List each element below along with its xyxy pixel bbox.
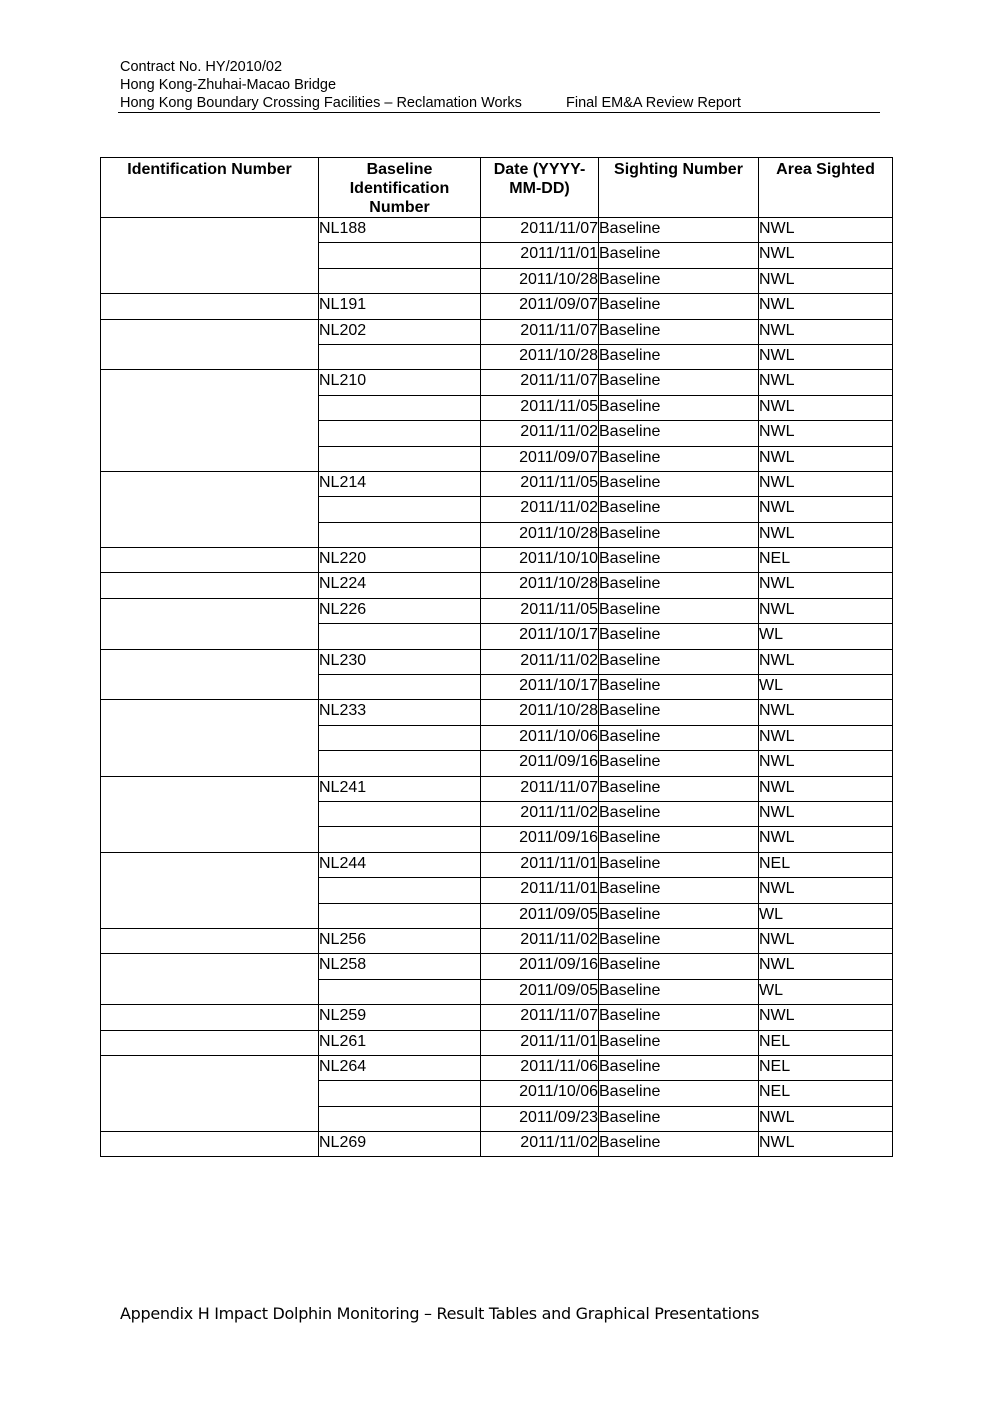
table-row (101, 319, 893, 344)
works-name: Hong Kong Boundary Crossing Facilities – Reclamation Works (120, 95, 522, 111)
table-row (101, 1030, 893, 1055)
sighting-number-cell: Baseline (599, 827, 759, 852)
area-sighted-cell: NWL (759, 1005, 893, 1030)
date-cell: 2011/11/06 (481, 1055, 599, 1080)
date-cell: 2011/11/01 (481, 243, 599, 268)
header-divider (118, 112, 880, 113)
table-row (101, 700, 893, 725)
date-cell: 2011/11/05 (481, 395, 599, 420)
table-row (101, 598, 893, 623)
date-cell: 2011/10/17 (481, 624, 599, 649)
table-row (101, 776, 893, 801)
table-row (101, 471, 893, 496)
date-cell: 2011/11/02 (481, 497, 599, 522)
table-row (101, 1005, 893, 1030)
date-cell: 2011/10/28 (481, 344, 599, 369)
sighting-number-cell: Baseline (599, 319, 759, 344)
sighting-number-cell: Baseline (599, 243, 759, 268)
identification-number-cell (101, 573, 319, 598)
baseline-id-cell: NL258 (319, 954, 481, 979)
baseline-id-cell: NL233 (319, 700, 481, 725)
date-cell: 2011/09/07 (481, 294, 599, 319)
area-sighted-cell: NWL (759, 725, 893, 750)
sighting-number-cell: Baseline (599, 700, 759, 725)
date-cell: 2011/11/02 (481, 649, 599, 674)
report-title: Final EM&A Review Report (566, 95, 741, 111)
sighting-number-cell: Baseline (599, 1081, 759, 1106)
area-sighted-cell: WL (759, 979, 893, 1004)
table-row (101, 548, 893, 573)
baseline-id-cell: NL256 (319, 928, 481, 953)
sighting-number-cell: Baseline (599, 522, 759, 547)
area-sighted-cell: NWL (759, 1132, 893, 1157)
sighting-number-cell: Baseline (599, 675, 759, 700)
area-sighted-cell: NWL (759, 751, 893, 776)
date-cell: 2011/11/02 (481, 421, 599, 446)
area-sighted-cell: NWL (759, 522, 893, 547)
baseline-id-cell (319, 878, 481, 903)
column-header-identification-number: Identification Number (101, 158, 319, 218)
identification-number-cell (101, 218, 319, 294)
sighting-number-cell: Baseline (599, 1132, 759, 1157)
date-cell: 2011/09/23 (481, 1106, 599, 1131)
header-line-3 (120, 94, 880, 112)
baseline-id-cell: NL191 (319, 294, 481, 319)
sighting-number-cell: Baseline (599, 471, 759, 496)
identification-number-cell (101, 1055, 319, 1131)
baseline-id-cell (319, 268, 481, 293)
table-header-row (101, 158, 893, 218)
date-cell: 2011/11/07 (481, 218, 599, 243)
area-sighted-cell: NWL (759, 471, 893, 496)
identification-number-cell (101, 1132, 319, 1157)
baseline-id-cell (319, 675, 481, 700)
date-cell: 2011/10/06 (481, 725, 599, 750)
area-sighted-cell: NEL (759, 1030, 893, 1055)
table-body (101, 218, 893, 1157)
area-sighted-cell: NWL (759, 776, 893, 801)
area-sighted-cell: NWL (759, 446, 893, 471)
identification-number-cell (101, 1005, 319, 1030)
sighting-number-cell: Baseline (599, 573, 759, 598)
baseline-id-cell: NL188 (319, 218, 481, 243)
baseline-id-cell (319, 395, 481, 420)
baseline-id-cell: NL269 (319, 1132, 481, 1157)
table-row (101, 1055, 893, 1080)
baseline-id-cell (319, 624, 481, 649)
baseline-id-cell (319, 903, 481, 928)
sighting-number-cell: Baseline (599, 344, 759, 369)
page-header (120, 58, 880, 112)
baseline-id-cell (319, 801, 481, 826)
date-cell: 2011/11/01 (481, 878, 599, 903)
date-cell: 2011/11/05 (481, 598, 599, 623)
baseline-id-cell: NL202 (319, 319, 481, 344)
area-sighted-cell: NWL (759, 573, 893, 598)
area-sighted-cell: NWL (759, 243, 893, 268)
baseline-id-cell (319, 751, 481, 776)
sighting-table (100, 157, 893, 1157)
area-sighted-cell: NEL (759, 1055, 893, 1080)
date-cell: 2011/10/28 (481, 268, 599, 293)
baseline-id-cell: NL214 (319, 471, 481, 496)
area-sighted-cell: NWL (759, 827, 893, 852)
date-cell: 2011/11/05 (481, 471, 599, 496)
identification-number-cell (101, 548, 319, 573)
column-header-area-sighted: Area Sighted (759, 158, 893, 218)
sighting-number-cell: Baseline (599, 1030, 759, 1055)
date-cell: 2011/11/07 (481, 1005, 599, 1030)
date-cell: 2011/11/07 (481, 370, 599, 395)
sighting-number-cell: Baseline (599, 268, 759, 293)
date-cell: 2011/09/16 (481, 827, 599, 852)
table-row (101, 370, 893, 395)
baseline-id-cell: NL241 (319, 776, 481, 801)
baseline-id-cell: NL224 (319, 573, 481, 598)
baseline-id-cell: NL220 (319, 548, 481, 573)
baseline-id-cell (319, 497, 481, 522)
date-cell: 2011/11/01 (481, 852, 599, 877)
sighting-number-cell: Baseline (599, 852, 759, 877)
date-cell: 2011/11/01 (481, 1030, 599, 1055)
baseline-id-cell (319, 446, 481, 471)
area-sighted-cell: NWL (759, 218, 893, 243)
identification-number-cell (101, 319, 319, 370)
sighting-number-cell: Baseline (599, 954, 759, 979)
baseline-id-cell: NL261 (319, 1030, 481, 1055)
baseline-id-cell (319, 1081, 481, 1106)
area-sighted-cell: NWL (759, 954, 893, 979)
area-sighted-cell: WL (759, 624, 893, 649)
date-cell: 2011/10/06 (481, 1081, 599, 1106)
area-sighted-cell: NEL (759, 1081, 893, 1106)
area-sighted-cell: NWL (759, 700, 893, 725)
identification-number-cell (101, 471, 319, 547)
area-sighted-cell: NEL (759, 548, 893, 573)
date-cell: 2011/11/07 (481, 319, 599, 344)
baseline-id-cell: NL230 (319, 649, 481, 674)
date-cell: 2011/09/07 (481, 446, 599, 471)
sighting-number-cell: Baseline (599, 928, 759, 953)
area-sighted-cell: NWL (759, 801, 893, 826)
column-header-baseline-id: Baseline Identification Number (319, 158, 481, 218)
baseline-id-cell (319, 522, 481, 547)
area-sighted-cell: NWL (759, 649, 893, 674)
area-sighted-cell: NWL (759, 598, 893, 623)
identification-number-cell (101, 928, 319, 953)
area-sighted-cell: NWL (759, 344, 893, 369)
area-sighted-cell: NWL (759, 497, 893, 522)
sighting-number-cell: Baseline (599, 903, 759, 928)
date-cell: 2011/10/28 (481, 522, 599, 547)
sighting-number-cell: Baseline (599, 421, 759, 446)
area-sighted-cell: WL (759, 903, 893, 928)
identification-number-cell (101, 649, 319, 700)
identification-number-cell (101, 954, 319, 1005)
sighting-number-cell: Baseline (599, 598, 759, 623)
sighting-number-cell: Baseline (599, 725, 759, 750)
sighting-number-cell: Baseline (599, 446, 759, 471)
baseline-id-cell: NL226 (319, 598, 481, 623)
table-row (101, 294, 893, 319)
table-row (101, 1132, 893, 1157)
sighting-number-cell: Baseline (599, 395, 759, 420)
baseline-id-cell: NL259 (319, 1005, 481, 1030)
sighting-number-cell: Baseline (599, 649, 759, 674)
baseline-id-cell (319, 243, 481, 268)
baseline-id-cell (319, 421, 481, 446)
baseline-id-cell (319, 827, 481, 852)
date-cell: 2011/10/28 (481, 573, 599, 598)
baseline-id-cell (319, 344, 481, 369)
date-cell: 2011/11/02 (481, 1132, 599, 1157)
area-sighted-cell: NWL (759, 421, 893, 446)
project-name: Hong Kong-Zhuhai-Macao Bridge (120, 77, 337, 93)
identification-number-cell (101, 1030, 319, 1055)
date-cell: 2011/09/05 (481, 979, 599, 1004)
table-row (101, 573, 893, 598)
column-header-sighting-number: Sighting Number (599, 158, 759, 218)
date-cell: 2011/11/02 (481, 801, 599, 826)
table-row (101, 954, 893, 979)
column-header-date: Date (YYYY-MM-DD) (481, 158, 599, 218)
area-sighted-cell: WL (759, 675, 893, 700)
baseline-id-cell: NL244 (319, 852, 481, 877)
area-sighted-cell: NWL (759, 395, 893, 420)
identification-number-cell (101, 370, 319, 472)
baseline-id-cell (319, 725, 481, 750)
sighting-number-cell: Baseline (599, 548, 759, 573)
sighting-number-cell: Baseline (599, 776, 759, 801)
sighting-number-cell: Baseline (599, 370, 759, 395)
sighting-number-cell: Baseline (599, 1106, 759, 1131)
date-cell: 2011/09/05 (481, 903, 599, 928)
sighting-number-cell: Baseline (599, 979, 759, 1004)
area-sighted-cell: NWL (759, 294, 893, 319)
sighting-number-cell: Baseline (599, 878, 759, 903)
area-sighted-cell: NWL (759, 319, 893, 344)
baseline-id-cell (319, 1106, 481, 1131)
date-cell: 2011/10/10 (481, 548, 599, 573)
table-row (101, 852, 893, 877)
identification-number-cell (101, 598, 319, 649)
identification-number-cell (101, 700, 319, 776)
table-row (101, 928, 893, 953)
date-cell: 2011/11/02 (481, 928, 599, 953)
page-footer: Appendix H Impact Dolphin Monitoring – Result Tables and Graphical Presentations (120, 1304, 760, 1323)
baseline-id-cell (319, 979, 481, 1004)
identification-number-cell (101, 776, 319, 852)
area-sighted-cell: NWL (759, 878, 893, 903)
area-sighted-cell: NWL (759, 1106, 893, 1131)
date-cell: 2011/10/17 (481, 675, 599, 700)
baseline-id-cell: NL264 (319, 1055, 481, 1080)
sighting-number-cell: Baseline (599, 801, 759, 826)
area-sighted-cell: NWL (759, 928, 893, 953)
area-sighted-cell: NWL (759, 268, 893, 293)
sighting-number-cell: Baseline (599, 294, 759, 319)
baseline-id-cell: NL210 (319, 370, 481, 395)
area-sighted-cell: NWL (759, 370, 893, 395)
contract-number: Contract No. HY/2010/02 (120, 59, 283, 75)
sighting-number-cell: Baseline (599, 1005, 759, 1030)
identification-number-cell (101, 294, 319, 319)
sighting-number-cell: Baseline (599, 751, 759, 776)
date-cell: 2011/09/16 (481, 751, 599, 776)
date-cell: 2011/09/16 (481, 954, 599, 979)
identification-number-cell (101, 852, 319, 928)
sighting-number-cell: Baseline (599, 624, 759, 649)
table-row (101, 218, 893, 243)
table-row (101, 649, 893, 674)
sighting-number-cell: Baseline (599, 497, 759, 522)
sighting-number-cell: Baseline (599, 1055, 759, 1080)
date-cell: 2011/11/07 (481, 776, 599, 801)
date-cell: 2011/10/28 (481, 700, 599, 725)
sighting-number-cell: Baseline (599, 218, 759, 243)
area-sighted-cell: NEL (759, 852, 893, 877)
